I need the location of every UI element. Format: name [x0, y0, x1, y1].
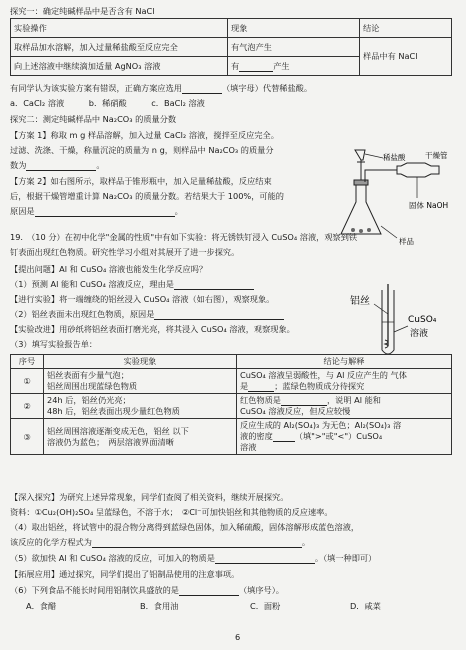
funnel-shape — [355, 150, 365, 160]
q19-q4: （4）取出铝丝，将试管中的混合物分离得到蓝绿色固体，加入稀硫酸，固体溶解形成蓝色溶液， — [10, 522, 360, 532]
q19-experiment: 【进行实验】将一端缠绕的铝丝浸入 CuSO₄ 溶液（如右图），观察现象。 — [10, 294, 275, 304]
q19-q5 — [10, 553, 376, 564]
q4-text: 该反应的化学方程式为 — [10, 537, 92, 547]
q6-option: A．食醋 — [26, 601, 57, 611]
phen-line: 铝丝周围溶液逐渐变成无色，铝丝 以下 — [47, 425, 189, 436]
question-text: 有同学认为该实验方案有错误，正确方案应选用 — [10, 83, 182, 93]
concl-line — [240, 395, 448, 406]
question-tail: （填字母）代替稀盐酸。 — [221, 83, 313, 93]
table-cell: 向上述溶液中继续滴加适量 AgNO₃ 溶液 — [11, 57, 228, 76]
predict-text: （1）预测 Al 能和 CuSO₄ 溶液反应，理由是 — [10, 279, 174, 289]
table-cell — [44, 394, 237, 419]
concl-text: （填">"或"<"）CuSO₄ — [294, 431, 383, 441]
q19-deep: 【深入探究】为研究上述异常现象，同学们查阅了相关资料，继续开展探究。 — [10, 492, 289, 502]
q19-improve: 【实验改进】用砂纸将铝丝表面打磨光亮，将其浸入 CuSO₄ 溶液，观察现象。 — [10, 324, 295, 334]
table-header: 实验操作 — [11, 19, 228, 38]
q6-text: （6）下列食品不能长时间用铝制饮具盛放的是 — [10, 585, 179, 595]
page-number: 6 — [235, 632, 241, 642]
table-header: 结论与解释 — [237, 355, 452, 369]
solution-label: 溶液 — [410, 329, 429, 339]
q2-text: （2）铝丝表面未出现红色物质，原因是 — [10, 309, 155, 319]
concl-text: 液的密度 — [240, 431, 273, 441]
concl-line: 溶液 — [240, 442, 257, 452]
plan1-line: 【方案 1】称取 m g 样品溶解，加入过量 CaCl₂ 溶液，搅拌至反应完全。 — [10, 130, 279, 140]
plan1-tail: 。 — [96, 160, 105, 170]
exam-page — [10, 6, 458, 646]
q19-q2 — [10, 309, 284, 320]
phen-line: 48h 后，铝丝表面出现少量红色物质 — [47, 406, 180, 416]
sample-pointer — [381, 226, 397, 238]
plan2-tail: 。 — [174, 206, 183, 216]
flask-stopper — [354, 180, 368, 185]
q19-info: 资料：①Cu₂(OH)₂SO₄ 呈蓝绿色，不溶于水； ②Cl⁻可加快铝丝和其他物质的反应速率。 — [10, 507, 333, 517]
answer-blank[interactable] — [174, 280, 254, 290]
table-row — [11, 419, 452, 455]
phen-line: 铝丝表面有少量气泡； — [47, 370, 129, 380]
plan2-text: 原因是 — [10, 206, 35, 216]
table-cell — [44, 419, 237, 455]
q4-tail: 。 — [301, 537, 311, 547]
wire-pointer — [374, 304, 388, 314]
table-header: 实验现象 — [44, 355, 237, 369]
answer-blank[interactable] — [215, 554, 315, 564]
concl-line: CuSO₄ 溶液呈弱酸性，与 Al 反应产生的 气体 — [240, 370, 407, 380]
section1-options: a．CaCl₂ 溶液 b．稀硝酸 c．BaCl₂ 溶液 — [10, 98, 205, 108]
answer-blank[interactable] — [273, 432, 295, 442]
table-row — [11, 369, 452, 394]
row-number: ① — [11, 369, 44, 394]
acid-pointer — [365, 154, 383, 158]
answer-blank[interactable] — [92, 538, 302, 548]
concl-text: 是 — [240, 381, 249, 391]
cuso4-label: CuSO₄ — [408, 315, 437, 325]
acid-label: 稀盐酸 — [383, 153, 406, 162]
table-header: 现象 — [228, 19, 360, 38]
q19-q3: （3）填写实验报告单： — [10, 339, 98, 349]
answer-blank[interactable] — [35, 207, 175, 217]
conical-flask — [341, 184, 381, 234]
row-number: ③ — [11, 419, 44, 455]
q19-question: 【提出问题】Al 和 CuSO₄ 溶液也能发生化学反应吗？ — [10, 264, 208, 274]
section1-title: 探究一：确定纯碱样品中是否含有 NaCl — [10, 6, 155, 16]
row-number: ② — [11, 394, 44, 419]
concl-line — [240, 431, 448, 442]
solution-pointer — [394, 326, 408, 332]
answer-blank[interactable] — [248, 382, 274, 392]
phen-line: 溶液仍为蓝色； 两层溶液界面清晰 — [47, 436, 174, 447]
q6-tail: （填序号）。 — [238, 585, 284, 595]
q19-q6 — [10, 585, 284, 596]
q19-predict — [10, 279, 254, 290]
plan2-line — [10, 206, 183, 217]
table-cell — [237, 419, 452, 455]
table-cell: 样品中有 NaCl — [360, 38, 452, 76]
phen-line: 铝丝周围出现蓝绿色物质 — [47, 381, 138, 391]
q6-option: C．面粉 — [250, 601, 281, 611]
answer-blank[interactable] — [26, 161, 96, 171]
q5-text: （5）欲加快 Al 和 CuSO₄ 溶液的反应，可加入的物质是 — [10, 553, 215, 563]
concl-line: 反应生成的 Al₂(SO₄)₃ 为无色；Al₂(SO₄)₃ 溶 — [240, 420, 402, 430]
q5-tail: 。（填一种即可） — [314, 553, 377, 563]
plan1-text: 数为 — [10, 160, 27, 170]
naoh-label: 固体 NaOH — [409, 201, 449, 210]
q19-intro: 19. （10 分）在初中化学"金属的性质"中有如下实验：将无锈铁钉浸入 CuSO₄ 溶液，观察到铁 — [10, 232, 358, 242]
sample-grain — [359, 229, 363, 233]
test-tube-diagram — [346, 284, 446, 362]
concl-line — [240, 381, 448, 392]
plan1-line — [10, 160, 105, 171]
table-header: 序号 — [11, 355, 44, 369]
report-table — [10, 354, 452, 455]
concl-text: ；蓝绿色物质成分待探究 — [274, 381, 365, 391]
plan2-line: 后，根据干燥管增重计算 Na₂CO₃ 的质量分数。若结果大于 100%，可能的 — [10, 191, 284, 201]
table-cell — [237, 394, 452, 419]
q19-expand: 【拓展应用】通过探究，同学们提出了铝制品使用的注意事项。 — [10, 569, 240, 579]
answer-blank[interactable] — [281, 396, 327, 406]
table-cell: 有气泡产生 — [228, 38, 360, 57]
table-cell: 取样品加水溶解，加入过量稀盐酸至反应完全 — [11, 38, 228, 57]
concl-line: CuSO₄ 溶液反应，但反应较慢 — [240, 406, 351, 416]
wire-label: 铝丝 — [350, 296, 370, 307]
table-cell — [44, 369, 237, 394]
answer-blank[interactable] — [182, 84, 222, 94]
answer-blank[interactable] — [239, 62, 273, 72]
sample-grain — [367, 228, 371, 232]
drying-tube — [397, 163, 439, 177]
q6-option: B．食用油 — [140, 601, 179, 611]
q19-q4 — [10, 537, 310, 548]
answer-blank[interactable] — [179, 586, 239, 596]
table-cell — [237, 369, 452, 394]
section1-question — [10, 83, 312, 94]
concl-text: ，说明 Al 能和 — [326, 395, 381, 405]
plan1-line: 过滤、洗涤、干燥，称量沉淀的质量为 n g，则样品中 Na₂CO₃ 的质量分 — [10, 145, 274, 155]
tube-label: 干燥管 — [425, 151, 448, 160]
delivery-tube — [365, 170, 397, 182]
sample-label: 样品 — [399, 237, 414, 246]
answer-blank[interactable] — [154, 310, 284, 320]
table-cell — [228, 57, 360, 76]
phen-line: 24h 后，铝丝仍光亮； — [47, 395, 131, 405]
concl-text: 红色物质是 — [240, 395, 281, 405]
section1-table — [10, 18, 452, 76]
phenomenon-suffix: 产生 — [273, 60, 290, 71]
table-header: 结论 — [360, 19, 452, 38]
plan2-line: 【方案 2】如右图所示，取样品于锥形瓶中，加入足量稀盐酸，反应结束 — [10, 176, 272, 186]
q19-intro: 钉表面出现红色物质。研究性学习小组对其展开了进一步探究。 — [10, 247, 240, 257]
q6-option: D．咸菜 — [350, 601, 381, 611]
table-row — [11, 394, 452, 419]
phenomenon-prefix: 有 — [231, 60, 240, 71]
section2-title: 探究二：测定纯碱样品中 Na₂CO₃ 的质量分数 — [10, 114, 177, 124]
